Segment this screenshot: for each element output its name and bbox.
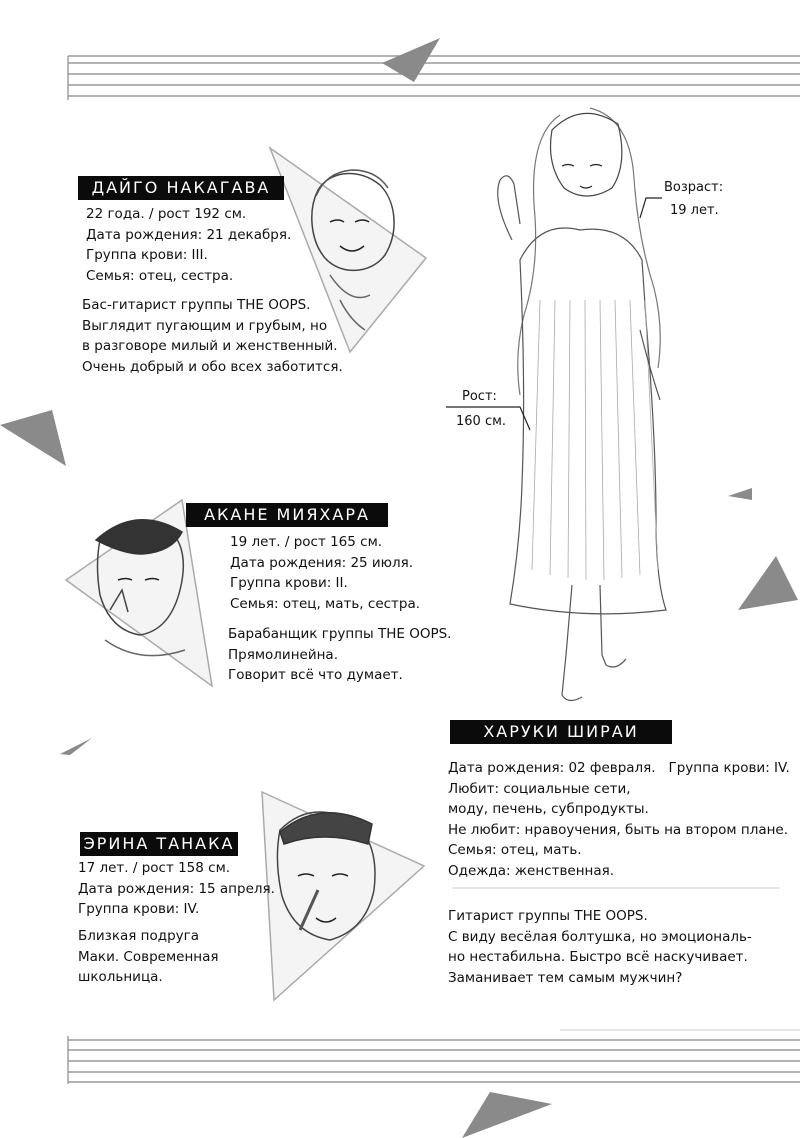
haruki-name: ХАРУКИ ШИРАИ bbox=[483, 722, 639, 741]
akane-stat-line: 19 лет. / рост 165 см. bbox=[230, 534, 383, 550]
daigo-stat-line: Семья: отец, сестра. bbox=[86, 267, 234, 284]
haruki-stat-line: моду, печень, субпродукты. bbox=[448, 801, 649, 817]
daigo-stat-line: Группа крови: III. bbox=[86, 247, 208, 263]
haruki-stat-line: Одежда: женственная. bbox=[448, 862, 615, 879]
erina-portrait bbox=[262, 792, 424, 1000]
top-staff-lines bbox=[68, 56, 800, 100]
haruki-bio-line: но нестабильна. Быстро всё наскучивает. bbox=[448, 949, 748, 965]
deco-triangle bbox=[0, 410, 66, 466]
daigo-bio-line: в разговоре милый и женственный. bbox=[82, 338, 338, 354]
erina-name-bar bbox=[80, 832, 238, 856]
haruki-height-value: 160 см. bbox=[456, 414, 507, 429]
haruki-bio-line: С виду весёлая болтушка, но эмоциональ- bbox=[448, 928, 752, 945]
daigo-stat-line: Дата рождения: 21 декабря. bbox=[86, 226, 292, 243]
daigo-name-bar bbox=[78, 176, 284, 200]
daigo-bio-line: Очень добрый и обо всех заботится. bbox=[82, 358, 343, 375]
erina-bio-line: Маки. Современная bbox=[78, 948, 219, 965]
haruki-bio-line: Гитарист группы THE OOPS. bbox=[448, 908, 648, 924]
akane-stat-line: Группа крови: II. bbox=[230, 575, 348, 591]
deco-triangle bbox=[382, 38, 440, 82]
daigo-stat-line: 22 года. / рост 192 см. bbox=[86, 206, 247, 222]
akane-name-bar bbox=[186, 503, 388, 527]
haruki-stat-line: Не любит: нравоучения, быть на втором плане. bbox=[448, 821, 789, 838]
erina-bio bbox=[78, 926, 218, 988]
haruki-name-bar bbox=[450, 720, 672, 744]
akane-bio bbox=[228, 624, 451, 686]
deco-triangle bbox=[728, 488, 752, 500]
erina-name: ЭРИНА ТАНАКА bbox=[83, 834, 235, 853]
erina-stat-line: Группа крови: IV. bbox=[78, 901, 200, 917]
haruki-height-label: Рост: bbox=[462, 389, 497, 404]
haruki-stat-line: Семья: отец, мать. bbox=[448, 842, 582, 858]
daigo-bio-line: Выглядит пугающим и грубым, но bbox=[82, 317, 328, 334]
haruki-bio bbox=[448, 906, 752, 988]
akane-stat-line: Семья: отец, мать, сестра. bbox=[230, 595, 421, 612]
erina-bio-line: Близкая подруга bbox=[78, 928, 200, 944]
deco-triangle bbox=[60, 738, 92, 755]
daigo-bio bbox=[82, 295, 343, 377]
bottom-staff-lines bbox=[68, 1036, 800, 1084]
erina-stats bbox=[78, 858, 275, 920]
haruki-stat-line: Любит: социальные сети, bbox=[448, 780, 631, 797]
haruki-bio-line: Заманивает тем самым мужчин? bbox=[448, 969, 683, 986]
deco-triangle bbox=[462, 1092, 552, 1138]
haruki-stats bbox=[448, 758, 790, 881]
daigo-bio-line: Бас-гитарист группы THE OOPS. bbox=[82, 297, 311, 313]
haruki-age-label: Возраст: bbox=[664, 180, 724, 195]
erina-stat-line: 17 лет. / рост 158 см. bbox=[78, 860, 231, 876]
akane-bio-line: Барабанщик группы THE OOPS. bbox=[228, 626, 452, 642]
haruki-age-value: 19 лет. bbox=[670, 203, 719, 218]
akane-bio-line: Прямолинейна. bbox=[228, 646, 338, 663]
daigo-name: ДАЙГО НАКАГАВА bbox=[91, 178, 271, 197]
akane-bio-line: Говорит всё что думает. bbox=[228, 667, 403, 683]
akane-stats bbox=[230, 532, 420, 614]
haruki-stat-line: Дата рождения: 02 февраля. Группа крови: IV. bbox=[448, 760, 790, 776]
akane-portrait bbox=[66, 500, 212, 686]
akane-stat-line: Дата рождения: 25 июля. bbox=[230, 554, 414, 571]
erina-bio-line: школьница. bbox=[78, 969, 163, 985]
deco-triangle bbox=[738, 556, 798, 610]
daigo-stats bbox=[86, 204, 291, 286]
akane-name: АКАНЕ МИЯХАРА bbox=[204, 505, 370, 524]
erina-stat-line: Дата рождения: 15 апреля. bbox=[78, 880, 275, 897]
